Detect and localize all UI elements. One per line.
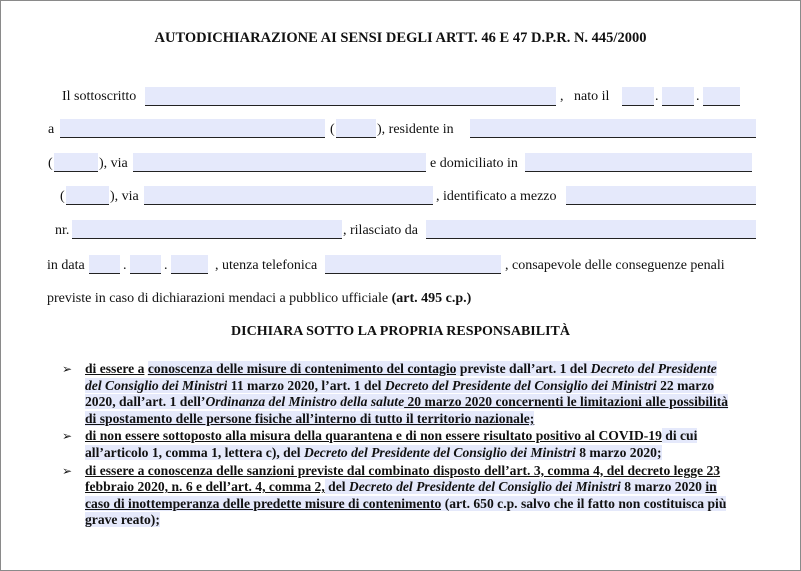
- via-label: ), via: [99, 156, 128, 171]
- item2-text: Decreto del Presidente del Consiglio dei Ministri: [303, 444, 576, 460]
- rilascio-mese-field[interactable]: [130, 255, 161, 274]
- rilasciato-da-field[interactable]: [426, 220, 756, 239]
- item3-text: 8 marzo 2020: [620, 479, 706, 495]
- utenza-label: , utenza telefonica: [215, 258, 318, 273]
- list-item: [62, 361, 732, 427]
- domicilio-field[interactable]: [525, 153, 752, 172]
- item1-text: 11 marzo 2020, l’art. 1 del: [227, 377, 385, 393]
- item3-text: (art. 650 c.p. salvo che il fatto non costituisca più grave reato);: [85, 495, 727, 528]
- telefono-field[interactable]: [325, 255, 501, 274]
- domiciliato-label: e domiciliato in: [430, 156, 518, 171]
- previste-text: [47, 291, 471, 307]
- sottoscritto-label: Il sottoscritto: [62, 89, 137, 104]
- numero-documento-field[interactable]: [72, 220, 342, 239]
- dot-separator: .: [123, 258, 127, 273]
- previste-label: previste in caso di dichiarazioni mendaci a pubblico ufficiale: [47, 291, 389, 306]
- via-domicilio-field[interactable]: [144, 186, 433, 205]
- residenza-field[interactable]: [470, 119, 756, 138]
- item1-text: previste dall’art. 1 del: [456, 361, 591, 376]
- list-item: [62, 463, 732, 529]
- residente-label: ), residente in: [377, 122, 454, 137]
- paren-open: (: [60, 189, 65, 204]
- nascita-giorno-field[interactable]: [622, 87, 654, 106]
- luogo-nascita-field[interactable]: [60, 119, 325, 138]
- item2-text: di cui all’articolo 1, comma 1, lettera c), del: [85, 428, 698, 460]
- item3-text: Decreto del Presidente del Consiglio dei Ministri: [348, 479, 621, 495]
- documento-field[interactable]: [566, 186, 756, 205]
- dot-separator: .: [696, 89, 700, 104]
- item1-text: Decreto del Presidente del Consiglio dei Ministri: [85, 361, 717, 393]
- item1-text: Decreto del Presidente del Consiglio dei Ministri: [384, 377, 657, 393]
- a-label: a: [48, 122, 55, 137]
- rilascio-giorno-field[interactable]: [89, 255, 120, 274]
- item3-text: in caso di inottemperanza delle predette misure di contenimento: [85, 479, 717, 511]
- in-data-label: in data: [47, 258, 85, 273]
- art-495-ref: (art. 495 c.p.): [391, 291, 472, 306]
- rilascio-anno-field[interactable]: [171, 255, 208, 274]
- comma-label: ,: [560, 89, 564, 104]
- dichiara-heading: DICHIARA SOTTO LA PROPRIA RESPONSABILITÀ: [231, 324, 570, 339]
- dot-separator: .: [655, 89, 659, 104]
- nome-field[interactable]: [145, 87, 556, 106]
- document-title: AUTODICHIARAZIONE AI SENSI DEGLI ARTT. 46 E 47 D.P.R. N. 445/2000: [154, 30, 647, 46]
- item1-text: conoscenza delle misure di contenimento del contagio: [147, 361, 457, 376]
- nr-label: nr.: [55, 223, 70, 238]
- via-residenza-field[interactable]: [133, 153, 426, 172]
- bullet-arrow-icon: ➢: [62, 429, 73, 444]
- rilasciato-label: , rilasciato da: [343, 223, 419, 238]
- item1-text: 20 marzo 2020 concernenti le limitazioni alle possibilità di spostamento delle persone fisiche all’interno di tutto il territorio nazionale;: [85, 394, 729, 426]
- provincia-residenza-field[interactable]: [54, 153, 98, 172]
- bullet-arrow-icon: ➢: [62, 362, 73, 376]
- item3-text: del: [324, 479, 349, 495]
- provincia-domicilio-field[interactable]: [66, 186, 109, 205]
- item2-text: 8 marzo 2020;: [575, 444, 662, 460]
- item2-text: di non essere sottoposto alla misura della quarantena e di non essere risultato positivo al COVID-19: [85, 428, 662, 444]
- list-item: [62, 428, 732, 461]
- dot-separator: .: [164, 258, 168, 273]
- dichiarazioni-list: [62, 361, 732, 530]
- via-label: ), via: [110, 189, 139, 204]
- provincia-nascita-field[interactable]: [336, 119, 376, 138]
- paren-open: (: [48, 156, 53, 171]
- item1-text: Ordinanza del Ministro della salute: [205, 394, 405, 410]
- consapevole-label: , consapevole delle conseguenze penali: [505, 258, 725, 273]
- nascita-mese-field[interactable]: [662, 87, 694, 106]
- item1-text: 22 marzo 2020, dall’art. 1 dell’: [85, 377, 715, 410]
- identificato-label: , identificato a mezzo: [436, 189, 557, 204]
- nato-label: nato il: [574, 89, 610, 104]
- paren-open: (: [330, 122, 335, 137]
- bullet-arrow-icon: ➢: [62, 463, 73, 478]
- nascita-anno-field[interactable]: [703, 87, 740, 106]
- item3-text: di essere a conoscenza delle sanzioni previste dal combinato disposto dell’art. 3, comma 4, del decreto legge 23 febbraio 2020, n. 6 e dell’art. 4, comma 2,: [85, 462, 721, 495]
- item1-text: di essere a: [85, 361, 145, 376]
